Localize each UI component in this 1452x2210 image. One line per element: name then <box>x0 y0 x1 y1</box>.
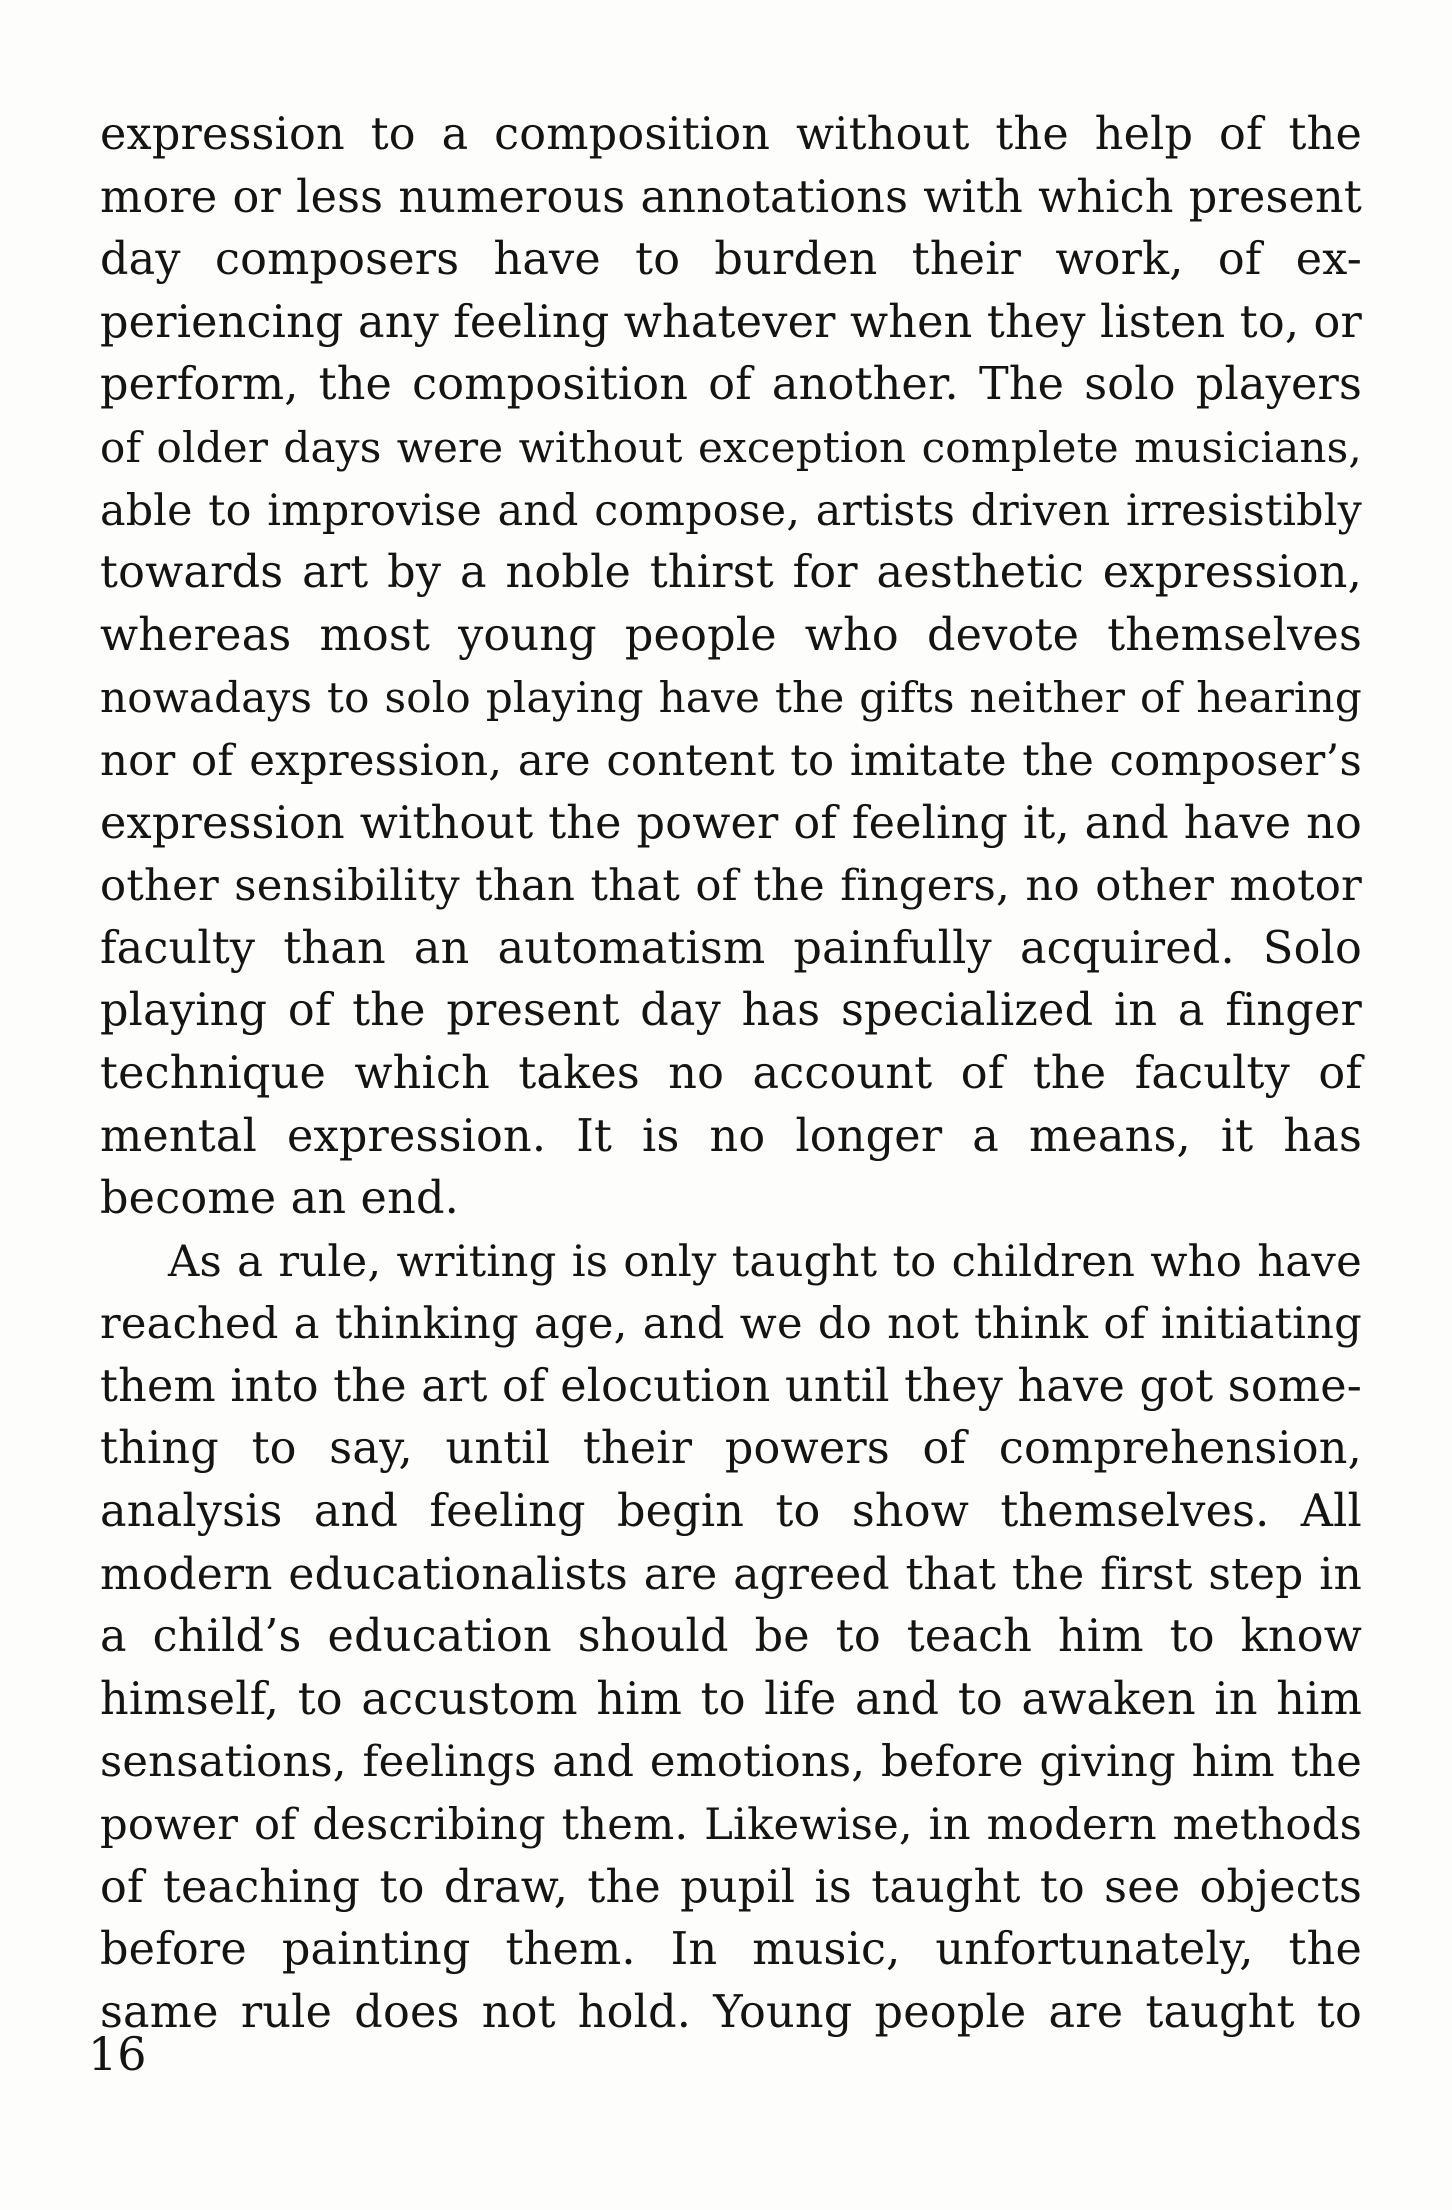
text-line: expression without the power of feeling it, and have no <box>100 797 1362 849</box>
text-line: of older days were without exception complete musicians, <box>100 422 1362 472</box>
text-line: day composers have to burden their work, of ex- <box>100 234 1362 286</box>
text-line: other sensibility than that of the fingers, no other motor <box>100 861 1362 912</box>
text-line: perform, the composition of another. The solo players <box>100 359 1362 411</box>
text-line: expression to a composition without the help of the <box>100 109 1362 160</box>
text-line: more or less numerous annotations with which present <box>100 171 1362 223</box>
text-line: power of describing them. Likewise, in modern methods <box>100 1800 1362 1851</box>
text-line: become an end. <box>100 1173 459 1225</box>
text-line: reached a thinking age, and we do not think of initiating <box>100 1299 1362 1350</box>
text-line: faculty than an automatism painfully acquired. Solo <box>100 922 1362 974</box>
text-line: technique which takes no account of the faculty of <box>100 1047 1362 1099</box>
text-line: whereas most young people who devote themselves <box>100 609 1362 661</box>
text-line: before painting them. In music, unfortunately, the <box>100 1924 1362 1976</box>
text-line: modern educationalists are agreed that the first step in <box>100 1548 1362 1600</box>
text-line: same rule does not hold. Young people are taught to <box>100 1986 1362 2038</box>
text-line: thing to say, until their powers of comprehension, <box>100 1423 1362 1475</box>
text-line: them into the art of elocution until they have got some- <box>100 1360 1362 1412</box>
text-line: able to improvise and compose, artists driven irresistibly <box>100 485 1362 536</box>
text-line: periencing any feeling whatever when they listen to, or <box>100 296 1362 348</box>
text-line: a child’s education should be to teach him to know <box>100 1611 1362 1663</box>
text-line: mental expression. It is no longer a means, it has <box>100 1110 1362 1162</box>
body-text <box>100 104 1362 2044</box>
text-line: towards art by a noble thirst for aesthetic expression, <box>100 547 1362 599</box>
text-line: nowadays to solo playing have the gifts neither of hearing <box>100 673 1362 723</box>
text-line: sensations, feelings and emotions, before giving him the <box>100 1737 1362 1788</box>
text-line: himself, to accustom him to life and to awaken in him <box>100 1673 1362 1725</box>
text-line: playing of the present day has specialized in a finger <box>100 985 1362 1037</box>
text-line: nor of expression, are content to imitate the composer’s <box>100 735 1362 786</box>
text-line: of teaching to draw, the pupil is taught to see objects <box>100 1861 1362 1913</box>
text-line: As a rule, writing is only taught to children who have <box>168 1236 1362 1287</box>
text-line: analysis and feeling begin to show themselves. All <box>100 1486 1362 1538</box>
page-number: 16 <box>88 2027 147 2081</box>
